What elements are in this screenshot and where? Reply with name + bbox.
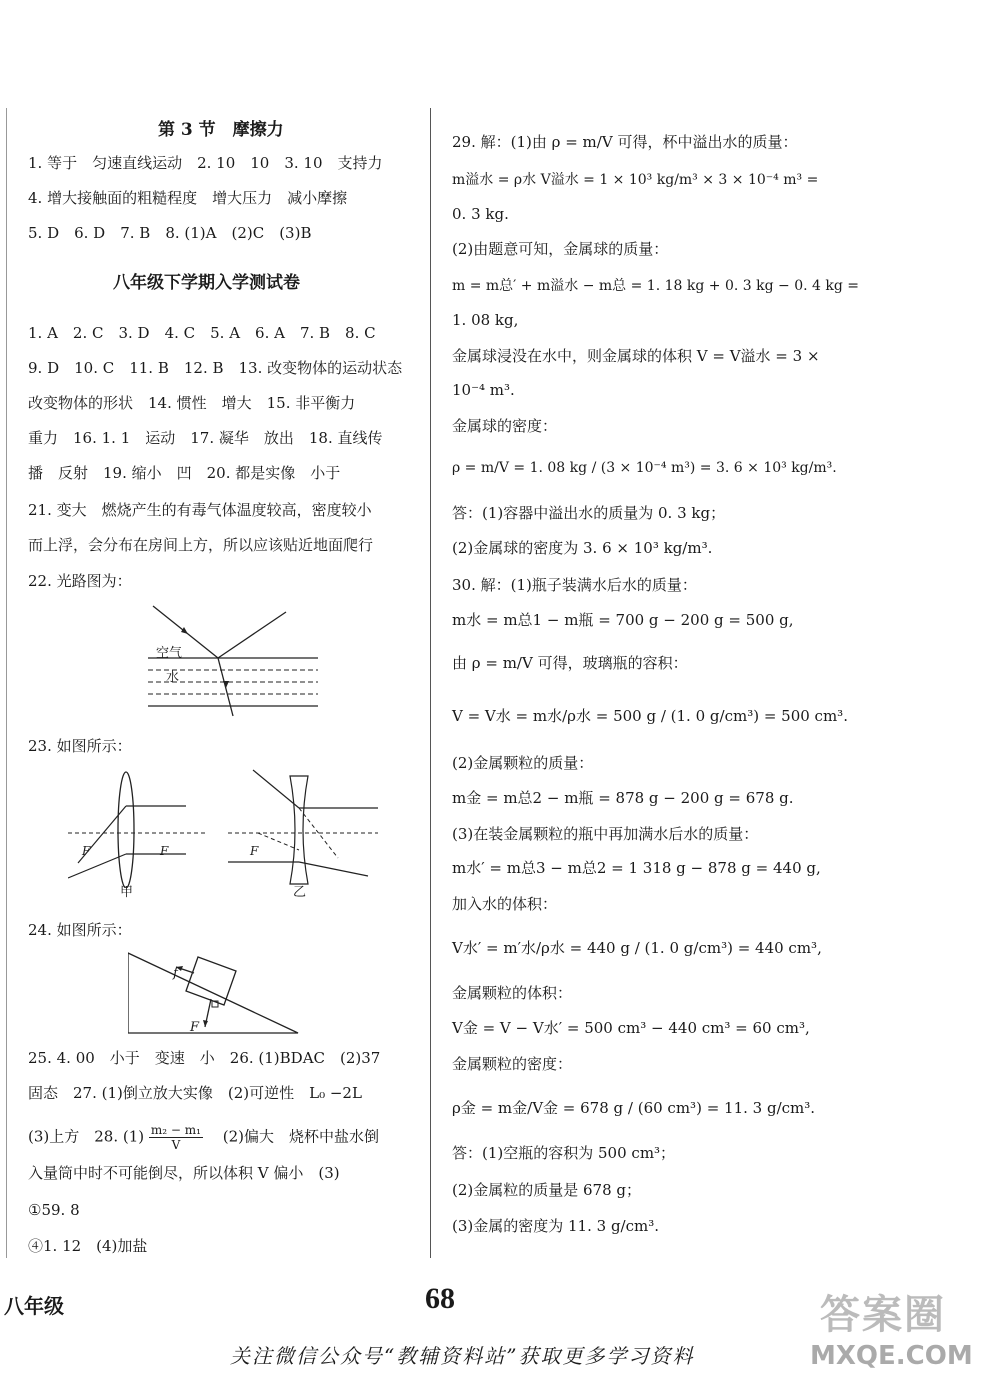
solution-line: m水′ = m总3 − m总2 = 1 318 g − 878 g = 440 g, bbox=[452, 859, 821, 877]
answer-line: 1. 等于 匀速直线运动 2. 10 10 3. 10 支持力 bbox=[28, 154, 383, 172]
solution-line: (2)金属球的密度为 3. 6 × 10³ kg/m³. bbox=[452, 539, 713, 557]
solution-line: (2)金属粒的质量是 678 g； bbox=[452, 1181, 642, 1199]
watermark bbox=[810, 1283, 973, 1371]
solution-line: V金 = V − V水′ = 500 cm³ − 440 cm³ = 60 cm³, bbox=[452, 1019, 810, 1037]
solution-line: 答：(1)空瓶的容积为 500 cm³； bbox=[452, 1144, 676, 1162]
page-number: 68 bbox=[425, 1282, 455, 1315]
answer-line: 5. D 6. D 7. B 8. (1)A (2)C (3)B bbox=[28, 224, 312, 242]
answer-text: (3)上方 28. (1) bbox=[28, 1127, 145, 1146]
answer-line: 23. 如图所示： bbox=[28, 737, 132, 755]
solution-line: (2)由题意可知，金属球的质量： bbox=[452, 240, 669, 258]
answer-line: ④1. 12 (4)加盐 bbox=[28, 1237, 148, 1255]
solution-line: 29. 解：(1)由 ρ = m/V 可得，杯中溢出水的质量： bbox=[452, 133, 798, 151]
solution-line: ρ = m/V = 1. 08 kg / (3 × 10⁻⁴ m³) = 3. 6 × 10³ kg/m³. bbox=[452, 460, 837, 476]
lens-diagram bbox=[68, 758, 388, 888]
numerator: m₂ − m₁ bbox=[150, 1123, 201, 1137]
answer-line: 25. 4. 00 小于 变速 小 26. (1)BDAC (2)37 bbox=[28, 1049, 381, 1067]
answer-text: (2)偏大 烧杯中盐水倒 bbox=[207, 1127, 379, 1146]
watermark-text: 答案圈 bbox=[820, 1292, 946, 1338]
solution-line: V水′ = m′水/ρ水 = 440 g / (1. 0 g/cm³) = 440 cm³, bbox=[452, 939, 822, 957]
solution-line: ρ金 = m金/V金 = 678 g / (60 cm³) = 11. 3 g/cm³. bbox=[452, 1099, 816, 1117]
answer-line: 重力 16. 1. 1 运动 17. 凝华 放出 18. 直线传 bbox=[28, 429, 383, 447]
solution-line: V = V水 = m水/ρ水 = 500 g / (1. 0 g/cm³) = 500 cm³. bbox=[452, 707, 848, 725]
yi-label: 乙 bbox=[293, 885, 307, 900]
answer-line: 播 反射 19. 缩小 凹 20. 都是实像 小于 bbox=[28, 464, 341, 482]
water-label: 水 bbox=[166, 670, 180, 685]
solution-line: m = m总′ + m溢水 − m总 = 1. 18 kg + 0. 3 kg − 0. 4 kg = bbox=[452, 278, 859, 294]
solution-line: 0. 3 kg. bbox=[452, 205, 509, 223]
friction-label: f bbox=[173, 966, 178, 981]
solution-line: 答：(1)容器中溢出水的质量为 0. 3 kg； bbox=[452, 504, 726, 522]
test-title: 八年级下学期入学测试卷 bbox=[113, 273, 300, 293]
answer-line: 4. 增大接触面的粗糙程度 增大压力 减小摩擦 bbox=[28, 189, 348, 207]
grade-label: 八年级 bbox=[4, 1294, 64, 1318]
answer-line: 而上浮，会分布在房间上方，所以应该贴近地面爬行 bbox=[28, 536, 374, 554]
force-label: F bbox=[190, 1020, 200, 1035]
solution-line: 10⁻⁴ m³. bbox=[452, 381, 515, 399]
solution-line: (2)金属颗粒的质量： bbox=[452, 754, 594, 772]
denominator: V bbox=[171, 1138, 181, 1152]
solution-line: 由 ρ = m/V 可得，玻璃瓶的容积： bbox=[452, 654, 688, 672]
footer-note: 关注微信公众号“教辅资料站”获取更多学习资料 bbox=[230, 1344, 695, 1368]
solution-line: m金 = m总2 − m瓶 = 878 g − 200 g = 678 g. bbox=[452, 789, 794, 807]
solution-line: m溢水 = ρ水 V溢水 = 1 × 10³ kg/m³ × 3 × 10⁻⁴ m³ = bbox=[452, 172, 819, 188]
solution-line: 加入水的体积： bbox=[452, 895, 558, 913]
answer-line bbox=[28, 1123, 379, 1152]
fraction bbox=[149, 1123, 203, 1152]
focus-label: F bbox=[160, 844, 169, 858]
focus-label: F bbox=[250, 844, 259, 858]
column-divider bbox=[430, 108, 431, 1258]
answer-line: 24. 如图所示： bbox=[28, 921, 132, 939]
solution-line: 金属球浸没在水中，则金属球的体积 V = V溢水 = 3 × bbox=[452, 347, 820, 365]
focus-label: F bbox=[82, 844, 91, 858]
answer-line: 1. A 2. C 3. D 4. C 5. A 6. A 7. B 8. C bbox=[28, 324, 376, 342]
air-label: 空气 bbox=[156, 646, 183, 661]
incline-diagram bbox=[128, 943, 303, 1038]
solution-line: 金属颗粒的体积： bbox=[452, 984, 573, 1002]
left-margin-rule bbox=[6, 108, 7, 1258]
answer-line: 22. 光路图为： bbox=[28, 572, 132, 590]
answer-line: ①59. 8 bbox=[28, 1201, 80, 1219]
solution-line: m水 = m总1 − m瓶 = 700 g − 200 g = 500 g, bbox=[452, 611, 794, 629]
answer-line: 改变物体的形状 14. 惯性 增大 15. 非平衡力 bbox=[28, 394, 356, 412]
answer-line: 固态 27. (1)倒立放大实像 (2)可逆性 L₀ −2L bbox=[28, 1084, 362, 1102]
watermark-url: MXQE.COM bbox=[810, 1341, 973, 1371]
answer-line: 9. D 10. C 11. B 12. B 13. 改变物体的运动状态 bbox=[28, 359, 403, 377]
answer-line: 入量筒中时不可能倒尽，所以体积 V 偏小 (3) bbox=[28, 1164, 340, 1182]
solution-line: 金属颗粒的密度： bbox=[452, 1055, 573, 1073]
section-title: 第 3 节 摩擦力 bbox=[158, 120, 284, 140]
answer-line: 21. 变大 燃烧产生的有毒气体温度较高，密度较小 bbox=[28, 501, 372, 519]
solution-line: (3)在装金属颗粒的瓶中再加满水后水的质量： bbox=[452, 825, 759, 843]
solution-line: 金属球的密度： bbox=[452, 417, 558, 435]
solution-line: (3)金属的密度为 11. 3 g/cm³. bbox=[452, 1217, 660, 1235]
solution-line: 30. 解：(1)瓶子装满水后水的质量： bbox=[452, 576, 697, 594]
jia-label: 甲 bbox=[120, 885, 134, 900]
solution-line: 1. 08 kg, bbox=[452, 311, 519, 329]
